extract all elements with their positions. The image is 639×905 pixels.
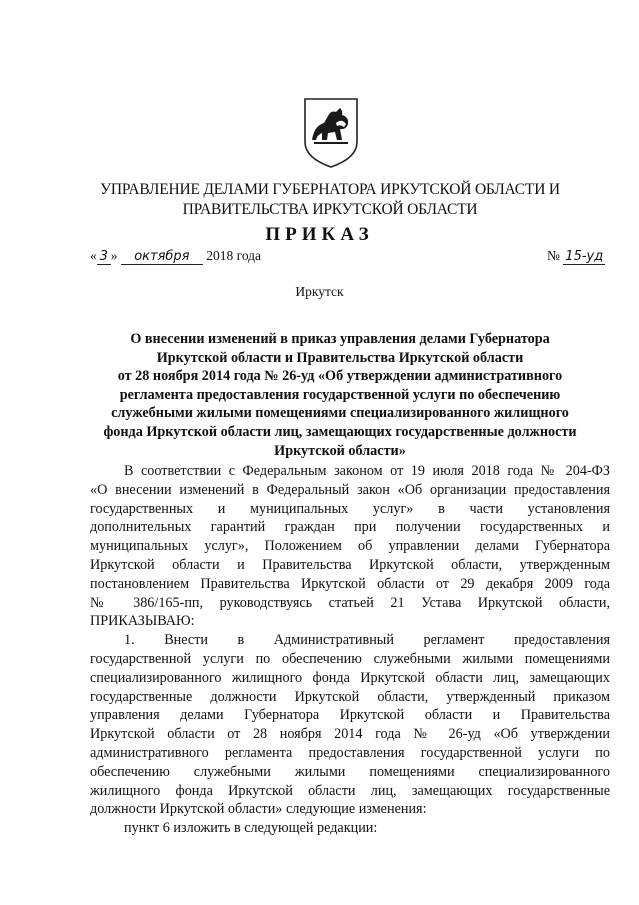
body-line: обеспечению служебными жилыми помещениями специализированного (90, 763, 610, 780)
body-line: муниципальных услуг», Положением об управлении делами Губернатора (90, 538, 610, 555)
title-line: Иркутской области и Правительства Иркутской области (156, 349, 524, 366)
organization-name-line-1: УПРАВЛЕНИЕ ДЕЛАМИ ГУБЕРНАТОРА ИРКУТСКОЙ ОБЛАСТИ И (100, 181, 560, 198)
irkutsk-coat-of-arms-icon (302, 96, 360, 170)
title-line: О внесении изменений в приказ управления делами Губернатора (130, 331, 550, 347)
city-name: Иркутск (295, 284, 344, 299)
body-line: ПРИКАЗЫВАЮ: (90, 613, 195, 630)
date-quote-close: » (110, 248, 118, 263)
body-line: дополнительных гарантий граждан при получении государственных и (90, 519, 610, 536)
body-line: государственные должности Иркутской области, утвержденный приказом (90, 688, 610, 705)
body-line: жилищного фонда Иркутской области лиц, замещающих государственные (90, 782, 610, 799)
document-type-title: ПРИКАЗ (265, 224, 374, 245)
body-line: государственной услуги по обеспечению служебными жилыми помещениями (90, 650, 610, 667)
body-line: № 386/165-пп, руководствуясь статьей 21 Устава Иркутской области, (90, 594, 610, 611)
number-sign: № (547, 248, 560, 263)
organization-name-line-2: ПРАВИТЕЛЬСТВА ИРКУТСКОЙ ОБЛАСТИ (182, 201, 478, 218)
date-year: 2018 года (206, 248, 262, 263)
body-line: государственных и муниципальных услуг» в части установления (90, 500, 610, 517)
body-line: специализированного жилищного фонда Иркутской области лиц, замещающих (90, 669, 610, 686)
body-line: Иркутской области от 28 ноября 2014 года № 26-уд «Об утверждении (90, 726, 610, 743)
title-line: фонда Иркутской области лиц, замещающих государственные должности (103, 423, 577, 440)
date-day-handwritten: 3 (97, 250, 111, 265)
body-line: постановлением Правительства Иркутской области от 29 декабря 2009 года (90, 575, 610, 592)
body-line: пункт 6 изложить в следующей редакции: (124, 820, 378, 837)
body-line: административного регламента предоставления государственной услуги по (90, 744, 610, 761)
body-line: «О внесении изменений в Федеральный закон «Об организации предоставления (90, 481, 610, 498)
body-line: В соответствии с Федеральным законом от 19 июля 2018 года № 204-ФЗ (124, 463, 610, 479)
order-body (90, 462, 610, 838)
body-line: должности Иркутской области» следующие изменения: (90, 801, 427, 818)
order-number (547, 248, 605, 265)
title-line: регламента предоставления государственной услуги по обеспечению (119, 386, 561, 403)
order-title (60, 330, 620, 460)
body-line: управления делами Губернатора Иркутской области и Правительства (90, 707, 610, 724)
date-month-handwritten: октября (121, 250, 203, 265)
title-line: служебными жилыми помещениями специализированного жилищного (111, 405, 569, 422)
title-line: от 28 ноября 2014 года № 26-уд «Об утверждении административного (117, 368, 563, 385)
title-line: Иркутской области» (274, 442, 406, 459)
order-date (90, 248, 261, 265)
order-number-handwritten: 15-уд (563, 250, 605, 265)
body-line: 1. Внести в Административный регламент предоставления (124, 632, 610, 649)
date-quote-open: « (90, 248, 97, 263)
body-line: Иркутской области и Правительства Иркутской области, утвержденным (90, 556, 610, 573)
